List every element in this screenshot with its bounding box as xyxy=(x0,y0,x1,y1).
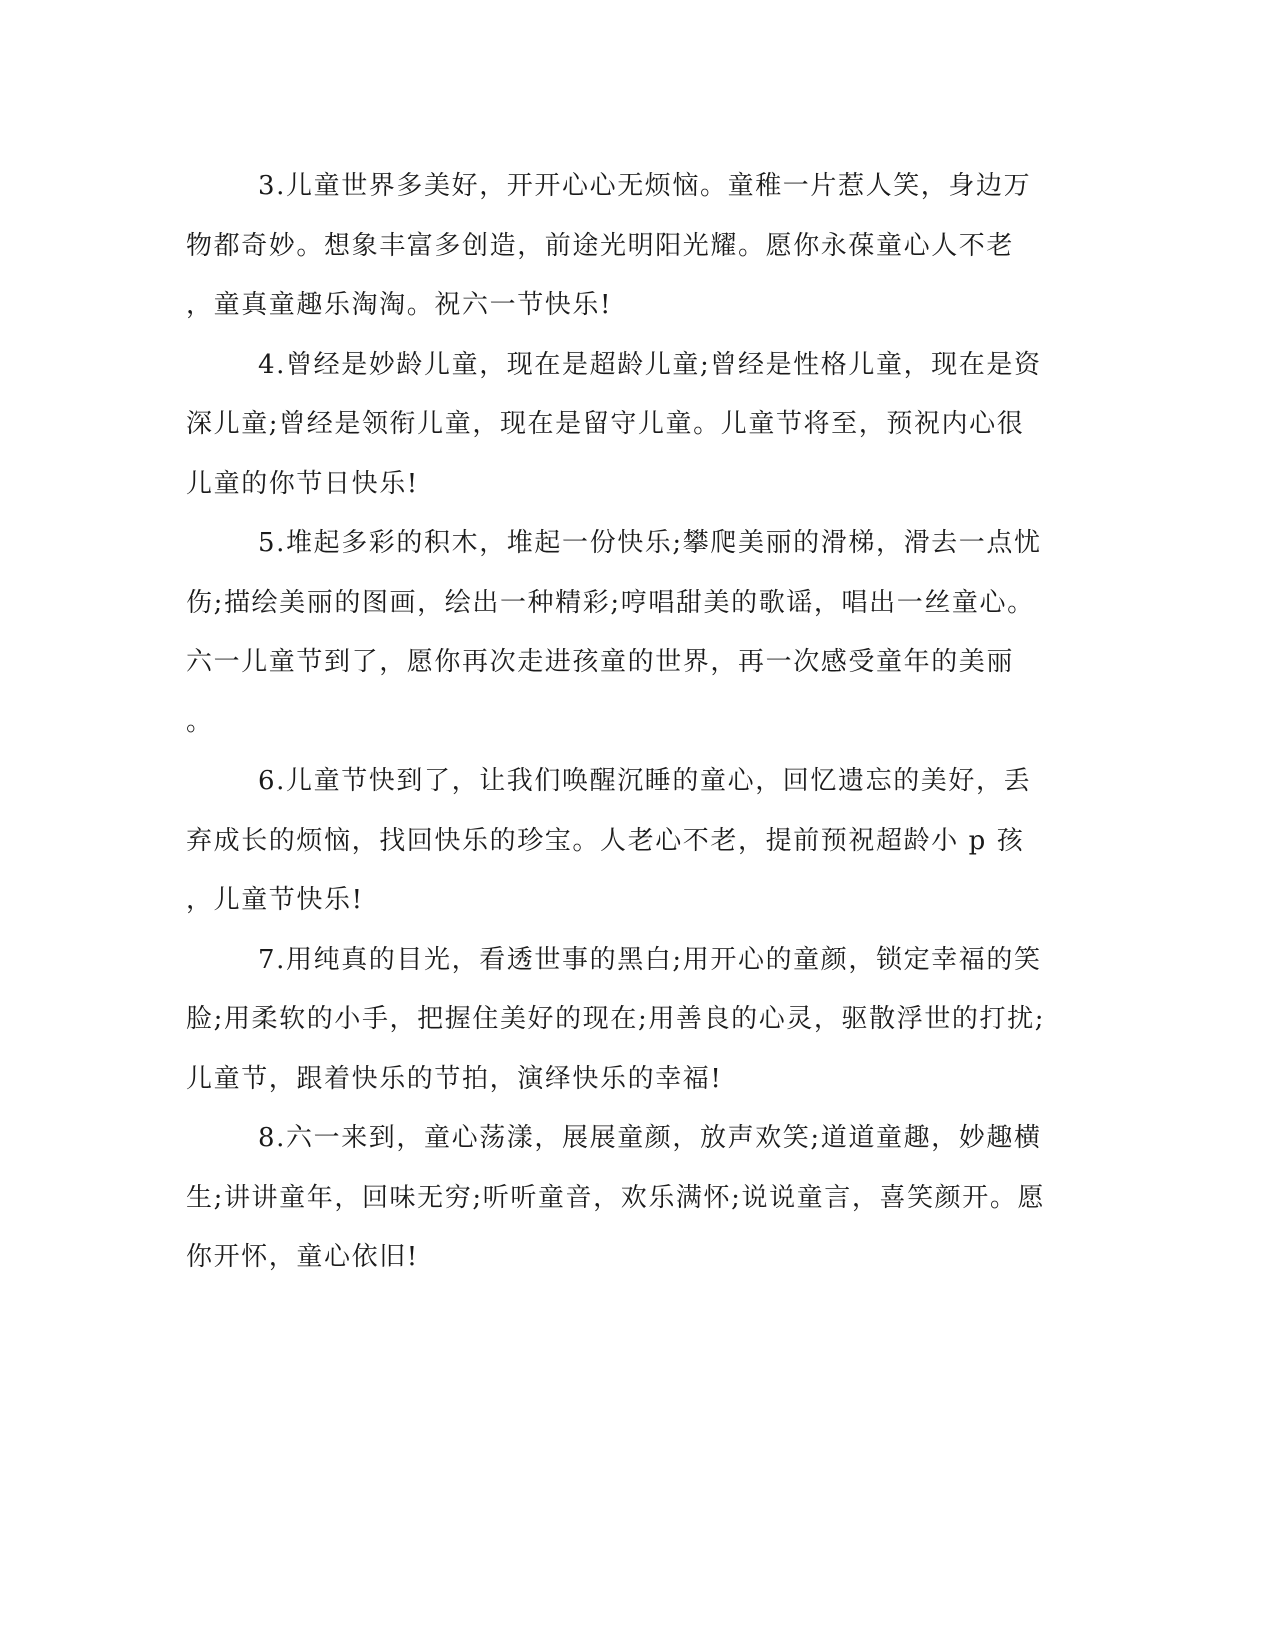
paragraph-line: 4.曾经是妙龄儿童，现在是超龄儿童;曾经是性格儿童，现在是资 xyxy=(258,349,1042,380)
paragraph-line: 6.儿童节快到了，让我们唤醒沉睡的童心，回忆遗忘的美好，丢 xyxy=(258,766,1032,796)
paragraph-7 xyxy=(186,931,1066,1110)
paragraph-line: 儿童节，跟着快乐的节拍，演绎快乐的幸福! xyxy=(186,1063,723,1094)
paragraph-line: 儿童的你节日快乐! xyxy=(186,468,419,499)
paragraph-line: 脸;用柔软的小手，把握住美好的现在;用善良的心灵，驱散浮世的打扰; xyxy=(186,1004,1046,1034)
paragraph-line: 深儿童;曾经是领衔儿童，现在是留守儿童。儿童节将至，预祝内心很 xyxy=(186,409,1025,439)
paragraph-line: ，童真童趣乐淘淘。祝六一节快乐! xyxy=(186,290,613,320)
paragraph-line: 3.儿童世界多美好，开开心心无烦恼。童稚一片惹人笑，身边万 xyxy=(258,171,1032,201)
paragraph-line: 物都奇妙。想象丰富多创造，前途光明阳光耀。愿你永葆童心人不老 xyxy=(186,230,1015,261)
paragraph-line: 5.堆起多彩的积木，堆起一份快乐;攀爬美丽的滑梯，滑去一点忧 xyxy=(258,528,1042,558)
paragraph-6 xyxy=(186,752,1066,931)
paragraph-line: 伤;描绘美丽的图画，绘出一种精彩;哼唱甜美的歌谣，唱出一丝童心。 xyxy=(186,587,1035,618)
paragraph-3 xyxy=(186,157,1066,336)
paragraph-line: 7.用纯真的目光，看透世事的黑白;用开心的童颜，锁定幸福的笑 xyxy=(258,944,1042,975)
paragraph-line: 弃成长的烦恼，找回快乐的珍宝。人老心不老，提前预祝超龄小 p 孩 xyxy=(186,825,1025,856)
paragraph-line: 。 xyxy=(186,706,214,737)
paragraph-4 xyxy=(186,336,1066,515)
paragraph-5 xyxy=(186,514,1066,752)
paragraph-line: 8.六一来到，童心荡漾，展展童颜，放声欢笑;道道童趣，妙趣横 xyxy=(258,1123,1042,1153)
document-body xyxy=(186,157,1066,1288)
paragraph-line: 你开怀，童心依旧! xyxy=(186,1242,419,1272)
paragraph-8 xyxy=(186,1109,1066,1288)
paragraph-line: ，儿童节快乐! xyxy=(186,885,364,915)
paragraph-line: 生;讲讲童年，回味无穷;听听童音，欢乐满怀;说说童言，喜笑颜开。愿 xyxy=(186,1182,1046,1213)
paragraph-line: 六一儿童节到了，愿你再次走进孩童的世界，再一次感受童年的美丽 xyxy=(186,647,1015,677)
